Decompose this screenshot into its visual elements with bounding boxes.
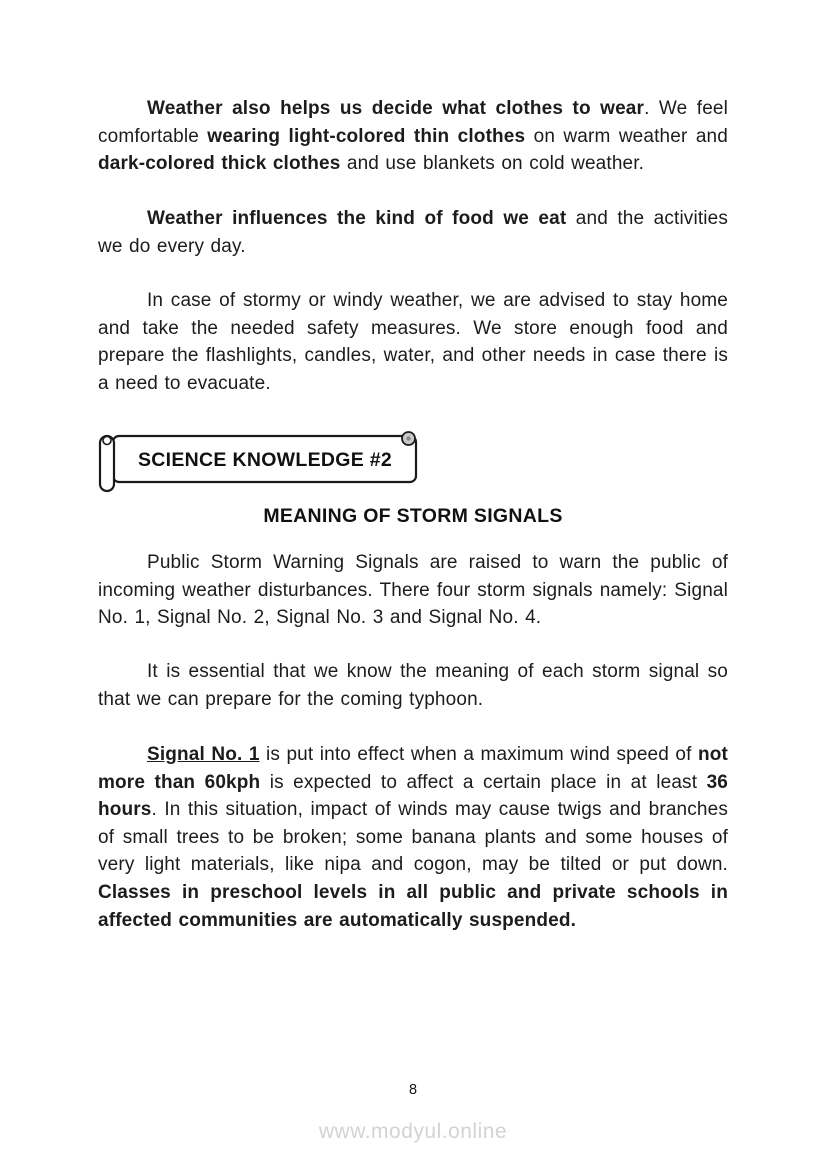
watermark: www.modyul.online [318, 1120, 508, 1143]
banner-label: SCIENCE KNOWLEDGE #2 [137, 449, 393, 471]
paragraph-storm-warning-signals: Public Storm Warning Signals are raised to warn the public of incoming weather disturbances. There four storm signals namely: Signal No. 1, Signal No. 2, Signal No. 3 and Signal No. 4. [98, 552, 728, 629]
paragraph-signal-no-1: Signal No. 1 is put into effect when a maximum wind speed of not more than 60kph is expected to affect a certain place in at least 36 hours. In this situation, impact of winds may cause twigs and branches of small trees to be broken; some banana plants and some houses of very light materials, like nipa and cogon, may be tilted or put down. Classes in preschool levels in all public and private schools in affected communities are automatically suspended. [98, 744, 728, 931]
paragraph-weather-clothes: Weather also helps us decide what clothes to wear. We feel comfortable wearing light-colored thin clothes on warm weather and dark-colored thick clothes and use blankets on cold weather. [98, 98, 728, 175]
page-number: 8 [408, 1082, 418, 1098]
paragraph-essential-meaning: It is essential that we know the meaning of each storm signal so that we can prepare for the coming typhoon. [98, 661, 728, 710]
paragraph-weather-food: Weather influences the kind of food we eat and the activities we do every day. [98, 208, 728, 257]
paragraph-stormy-weather: In case of stormy or windy weather, we are advised to stay home and take the needed safety measures. We store enough food and prepare the flashlights, candles, water, and other needs in case there is a need to evacuate. [98, 290, 728, 394]
science-knowledge-banner [98, 428, 424, 494]
section-heading: MEANING OF STORM SIGNALS [263, 505, 563, 527]
